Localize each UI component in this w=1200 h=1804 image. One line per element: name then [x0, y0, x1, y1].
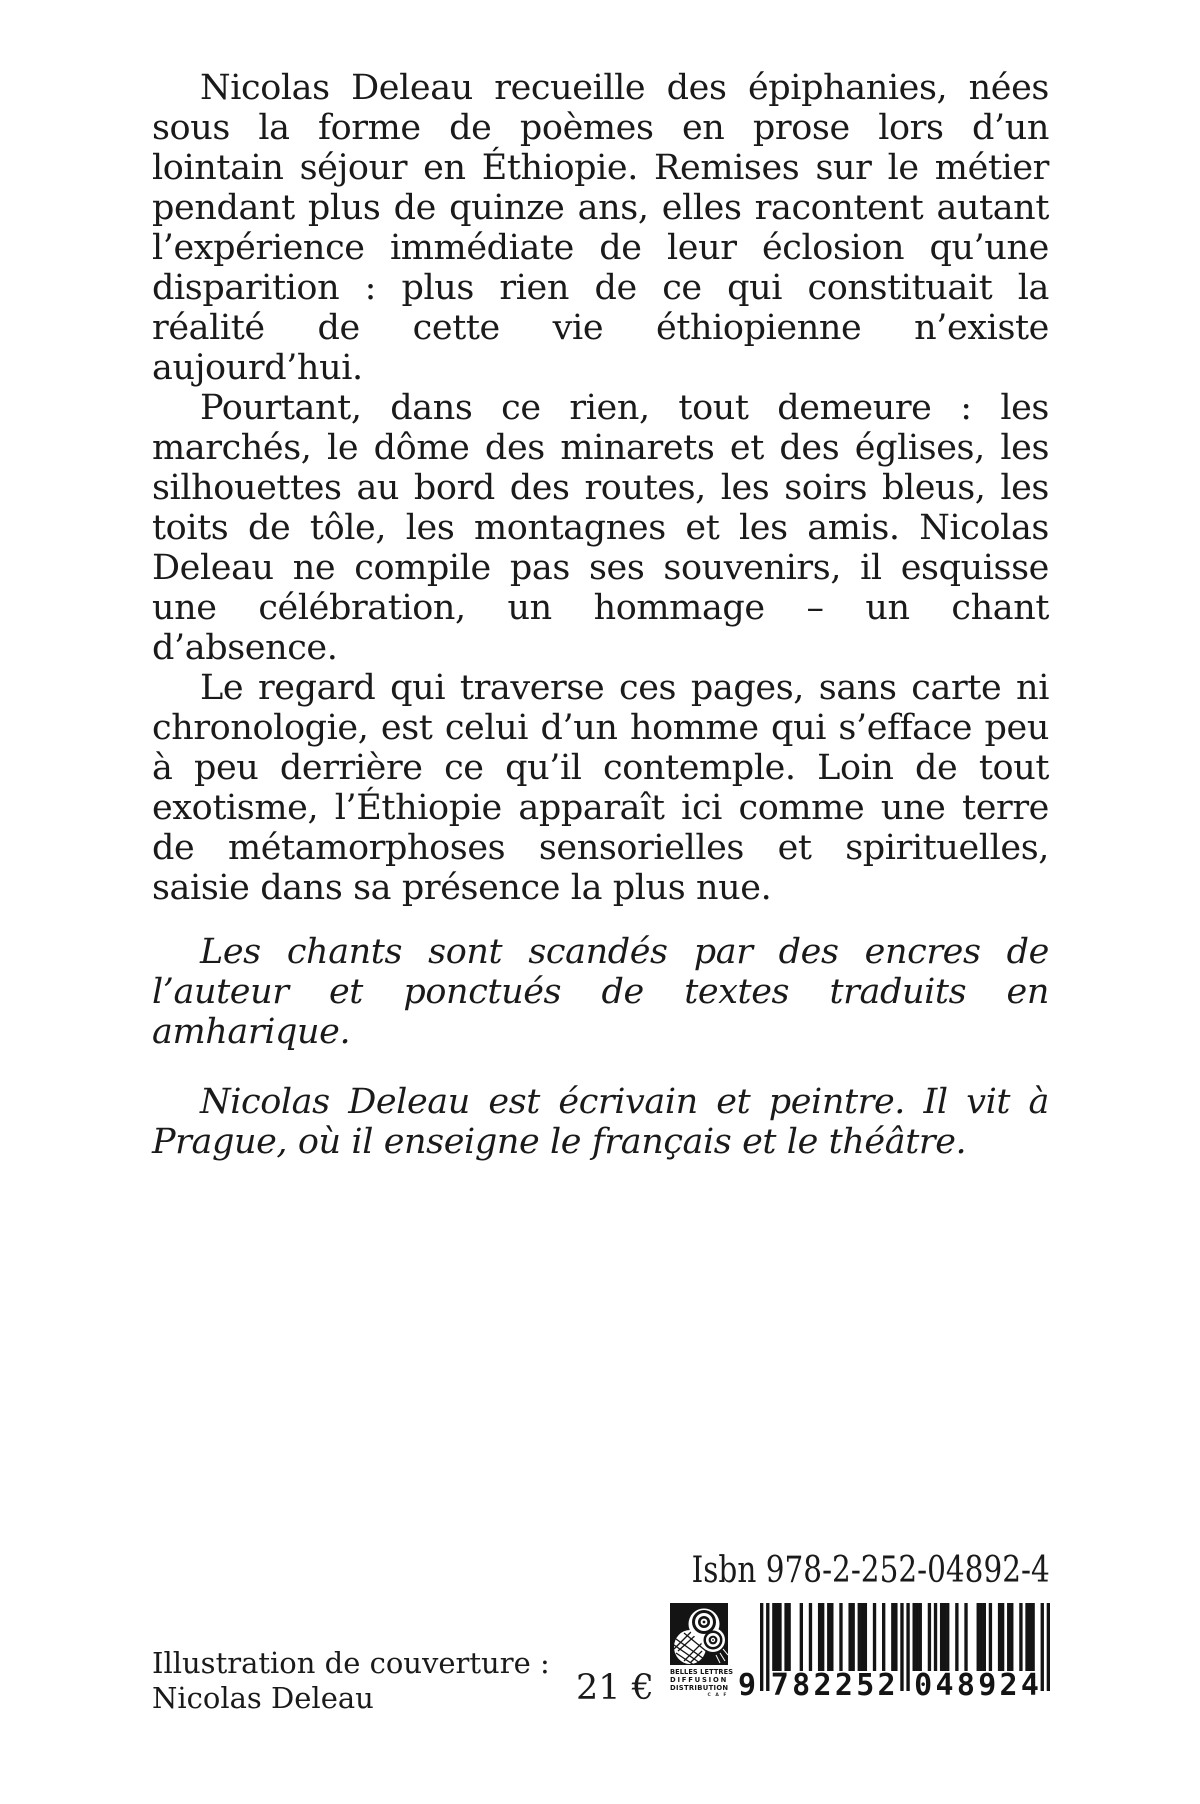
publisher-name-line-1: BELLES LETTRES — [670, 1668, 734, 1676]
cover-credit-line-1: Illustration de couverture : — [152, 1646, 550, 1680]
svg-text:2: 2 — [877, 1668, 896, 1697]
svg-text:7: 7 — [770, 1668, 789, 1697]
svg-text:2: 2 — [813, 1668, 832, 1697]
svg-text:5: 5 — [856, 1668, 875, 1697]
svg-text:9: 9 — [738, 1668, 757, 1697]
cover-credit-line-2: Nicolas Deleau — [152, 1681, 374, 1715]
note-on-edition-paragraph: Les chants sont scandés par des encres de l’auteur et ponctués de textes traduits en amharique. — [152, 932, 1049, 1052]
isbn-text: Isbn 978-2-252-04892-4 — [691, 1550, 1050, 1591]
publisher-logo-block — [670, 1603, 734, 1698]
cover-illustration-credit — [152, 1646, 550, 1716]
publisher-name-line-3: DISTRIBUTION — [670, 1684, 729, 1692]
svg-text:2: 2 — [999, 1668, 1018, 1697]
author-bio-paragraph: Nicolas Deleau est écrivain et peintre. Il vit à Prague, où il enseigne le français et le théâtre. — [152, 1082, 1049, 1162]
svg-text:4: 4 — [935, 1668, 954, 1697]
svg-text:2: 2 — [834, 1668, 853, 1697]
blurb-paragraph-3: Le regard qui traverse ces pages, sans carte ni chronologie, est celui d’un homme qui s’efface peu à peu derrière ce qu’il contemple. Loin de tout exotisme, l’Éthiopie apparaît ici comme une terre de métamorphoses sensorielles et spirituelles, saisie dans sa présence la plus nue. — [152, 668, 1049, 908]
svg-text:4: 4 — [1020, 1668, 1039, 1697]
blurb-paragraph-2: Pourtant, dans ce rien, tout demeure : les marchés, le dôme des minarets et des églises, les silhouettes au bord des routes, les soirs bleus, les toits de tôle, les montagnes et les amis. Nicolas Deleau ne compile pas ses souvenirs, il esquisse une célébration, un hommage – un chant d’absence. — [152, 388, 1049, 668]
svg-text:0: 0 — [914, 1668, 933, 1697]
ean13-barcode — [738, 1603, 1050, 1697]
svg-text:8: 8 — [956, 1668, 975, 1697]
owl-icon — [670, 1603, 728, 1665]
svg-text:8: 8 — [792, 1668, 811, 1697]
price-text: 21 € — [576, 1668, 654, 1708]
svg-text:9: 9 — [978, 1668, 997, 1697]
back-cover-blurb — [152, 68, 1049, 1162]
blurb-paragraph-1: Nicolas Deleau recueille des épiphanies, nées sous la forme de poèmes en prose lors d’un lointain séjour en Éthiopie. Remises sur le métier pendant plus de quinze ans, elles racontent autant l’expérience immédiate de leur éclosion qu’une disparition : plus rien de ce qui constituait la réalité de cette vie éthiopienne n’existe aujourd’hui. — [152, 68, 1049, 388]
publisher-name-line-2: DIFFUSION — [670, 1676, 729, 1684]
publisher-fine-print: C A F — [707, 1693, 728, 1698]
